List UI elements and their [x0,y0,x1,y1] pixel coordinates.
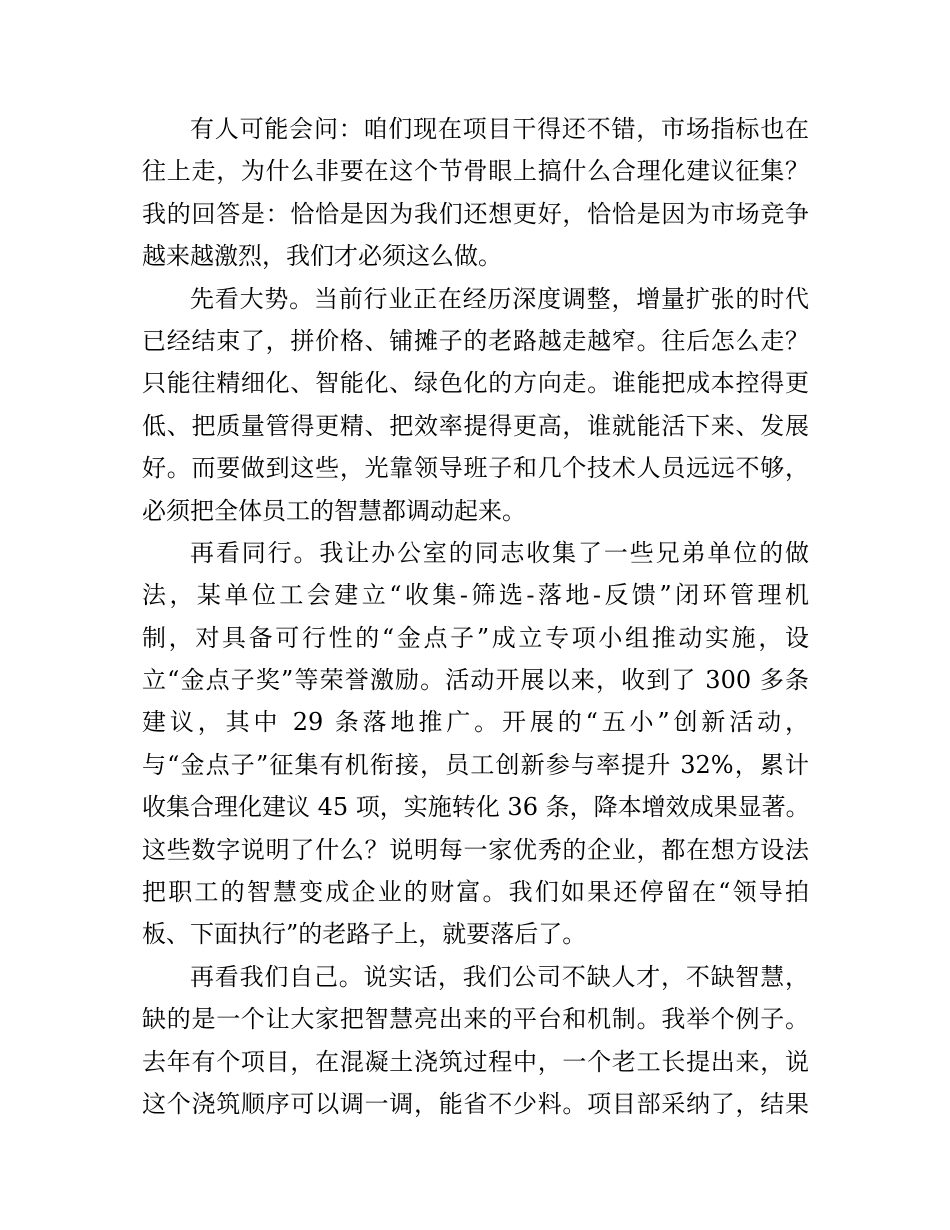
text-line: 已经结束了，拼价格、铺摊子的老路越走越窄。往后怎么走？ [142,326,809,355]
text-line: 越来越激烈，我们才必须这么做。 [142,242,502,271]
text-line: 缺的是一个让大家把智慧亮出来的平台和机制。我举个例子。 [142,1005,809,1034]
text-line: 先看大势。当前行业正在经历深度调整，增量扩张的时代 [190,284,809,313]
text-line: 必须把全体员工的智慧都调动起来。 [142,496,526,525]
text-line: 法，某单位工会建立“收集-筛选-落地-反馈”闭环管理机 [142,581,809,610]
paragraph-why-now [142,108,809,278]
text-line: 往上走，为什么非要在这个节骨眼上搞什么合理化建议征集？ [142,157,809,186]
paragraph-ourselves [142,956,809,1126]
text-line: 板、下面执行”的老路子上，就要落后了。 [142,920,587,949]
text-line: 立“金点子奖”等荣誉激励。活动开展以来，收到了 300 多条 [142,666,809,695]
text-line: 建议，其中 29 条落地推广。开展的“五小”创新活动， [142,708,809,737]
text-line: 去年有个项目，在混凝土浇筑过程中，一个老工长提出来，说 [142,1047,809,1076]
text-line: 收集合理化建议 45 项，实施转化 36 条，降本增效成果显著。 [142,793,810,822]
text-line: 好。而要做到这些，光靠领导班子和几个技术人员远远不够， [142,454,809,483]
text-line: 只能往精细化、智能化、绿色化的方向走。谁能把成本控得更 [142,369,809,398]
text-line: 再看我们自己。说实话，我们公司不缺人才，不缺智慧， [190,962,809,991]
text-line: 制，对具备可行性的“金点子”成立专项小组推动实施，设 [142,623,809,652]
text-line: 再看同行。我让办公室的同志收集了一些兄弟单位的做 [190,538,809,567]
text-line: 与“金点子”征集有机衔接，员工创新参与率提升 32%，累计 [142,750,809,779]
paragraph-peers [142,532,809,956]
text-line: 这些数字说明了什么？说明每一家优秀的企业，都在想方设法 [142,835,809,864]
document-page [142,108,809,1125]
text-line: 我的回答是：恰恰是因为我们还想更好，恰恰是因为市场竞争 [142,199,809,228]
text-line: 把职工的智慧变成企业的财富。我们如果还停留在“领导拍 [142,878,809,907]
text-line: 低、把质量管得更精、把效率提得更高，谁就能活下来、发展 [142,411,809,440]
paragraph-industry-trend [142,278,809,532]
text-line: 有人可能会问：咱们现在项目干得还不错，市场指标也在 [190,115,809,143]
text-line: 这个浇筑顺序可以调一调，能省不少料。项目部采纳了，结果 [142,1089,809,1118]
